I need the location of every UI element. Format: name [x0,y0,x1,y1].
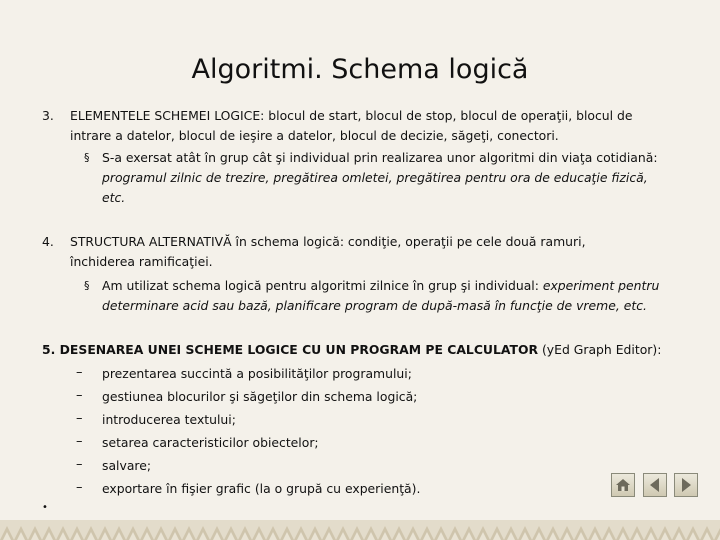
section3-number: 3. [42,108,54,123]
section4-sub-line1-italic: experiment pentru [542,278,660,293]
footer-bullet: • [42,502,48,513]
forward-button[interactable] [674,473,698,497]
section5-heading-line [42,340,661,360]
section4-sub-line2: determinare acid sau bază, planificare program de după-masă în funcţie de vreme, etc. [102,298,647,313]
dash-bullet: – [76,388,83,403]
dash-bullet: – [76,457,83,472]
section3-sub-line2: programul zilnic de trezire, pregătirea omletei, pregătirea pentru ora de educaţie fizică, [102,170,648,185]
list-item: prezentarea succintă a posibilităţilor programului; [102,366,412,381]
section4-line1-rest: în schema logică: condiţie, operaţii pe cele două ramuri, [231,234,586,249]
section4-line2: închiderea ramificaţiei. [70,254,213,269]
section4-sub-line1 [102,276,659,296]
list-item: exportare în fişier grafic (la o grupă cu experienţă). [102,481,421,496]
section4-sub-line1-plain: Am utilizat schema logică pentru algoritmi zilnice în grup şi individual: [102,278,543,293]
forward-icon [675,474,697,496]
list-item: salvare; [102,458,152,473]
dash-bullet: – [76,480,83,495]
list-item: introducerea textului; [102,412,236,427]
page-title: Algoritmi. Schema logică [191,54,529,85]
home-icon [612,474,634,496]
section4-number: 4. [42,234,54,249]
decorative-border [0,520,720,540]
section5-heading-rest: (yEd Graph Editor): [538,342,662,357]
section3-line1-rest: blocul de start, blocul de stop, blocul de operaţii, blocul de [264,108,633,123]
list-item: setarea caracteristicilor obiectelor; [102,435,319,450]
dash-bullet: – [76,411,83,426]
section5-heading: 5. DESENAREA UNEI SCHEME LOGICE CU UN PROGRAM PE CALCULATOR [42,342,539,357]
back-icon [644,474,666,496]
dash-bullet: – [76,434,83,449]
section4-heading: STRUCTURA ALTERNATIVĂ [70,234,232,249]
list-item: gestiunea blocurilor şi săgeţilor din schema logică; [102,389,418,404]
section4-sub-bullet: § [84,279,90,292]
section3-line2: intrare a datelor, blocul de ieşire a datelor, blocul de decizie, săgeţi, conectori. [70,128,559,143]
section3-sub-bullet: § [84,151,90,164]
section3-sub-line3: etc. [102,190,126,205]
section4-line1 [70,232,586,252]
dash-bullet: – [76,365,83,380]
section3-line1 [70,106,633,126]
back-button[interactable] [643,473,667,497]
section3-heading: ELEMENTELE SCHEMEI LOGICE: [70,108,265,123]
section3-sub-line1: S-a exersat atât în grup cât şi individual prin realizarea unor algoritmi din viaţa cotidiană: [102,150,658,165]
home-button[interactable] [611,473,635,497]
